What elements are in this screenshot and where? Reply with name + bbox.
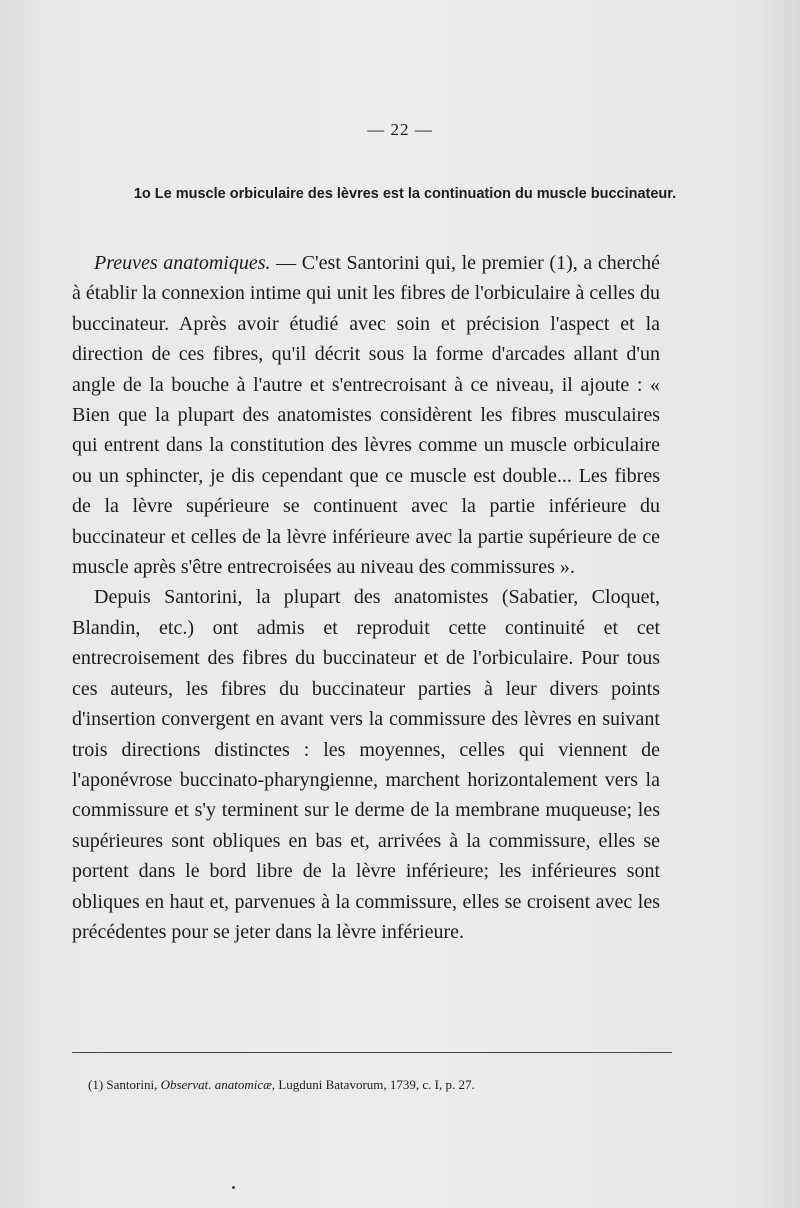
paragraph-1-text: — C'est Santorini qui, le premier (1), a cherché à établir la connexion intime qui unit les fibres de l'orbiculaire à celles du buccinateur. Après avoir étudié avec soin et précision l'aspect et la direction de ces fibres, qu'il décrit sous la forme d'arcades allant d'un angle de la bouche à l'autre et s'entrecroisant à ce niveau, il ajoute : « Bien que la plupart des anatomistes considèrent les fibres musculaires qui entrent dans la constitution des lèvres comme un muscle orbiculaire ou un sphincter, je dis cependant que ce muscle est double... Les fibres de la lèvre supérieure se continuent avec la partie inférieure du buccinateur et celles de la lèvre inférieure avec la partie supérieure de ce muscle après s'être entrecroisées au niveau des commissures ». [72, 252, 660, 579]
footnote-author: Santorini, [106, 1077, 158, 1092]
page-number: — 22 — [367, 120, 433, 139]
footnote-rest: Lugduni Batavorum, 1739, c. I, p. 27. [278, 1077, 475, 1092]
body-text [72, 248, 660, 947]
footnote-divider [72, 1052, 672, 1053]
footnote-title: Observat. anatomicæ, [160, 1077, 276, 1092]
paragraph-1-lead: Preuves anatomiques. [94, 252, 271, 274]
paragraph-1 [72, 248, 660, 582]
footnote-marker: (1) [88, 1077, 104, 1092]
footnote [88, 1076, 668, 1094]
section-heading: 1o Le muscle orbiculaire des lèvres est la continuation du muscle buccinateur. [133, 186, 677, 202]
ink-speck [232, 1186, 235, 1189]
paragraph-2: Depuis Santorini, la plupart des anatomistes (Sabatier, Cloquet, Blandin, etc.) ont admis et reproduit cette continuité et cet entrecroisement des fibres du buccinateur et de l'orbiculaire. Pour tous ces auteurs, les fibres du buccinateur parties à leur divers points d'insertion convergent en avant vers la commissure des lèvres en suivant trois directions distinctes : les moyennes, celles qui viennent de l'aponévrose buccinato-pharyngienne, marchent horizontalement vers la commissure et s'y terminent sur le derme de la membrane muqueuse; les supérieures sont obliques en bas et, arrivées à la commissure, elles se portent dans le bord libre de la lèvre inférieure; les inférieures sont obliques en haut et, parvenues à la commissure, elles se croisent avec les précédentes pour se jeter dans la lèvre inférieure. [72, 586, 660, 943]
